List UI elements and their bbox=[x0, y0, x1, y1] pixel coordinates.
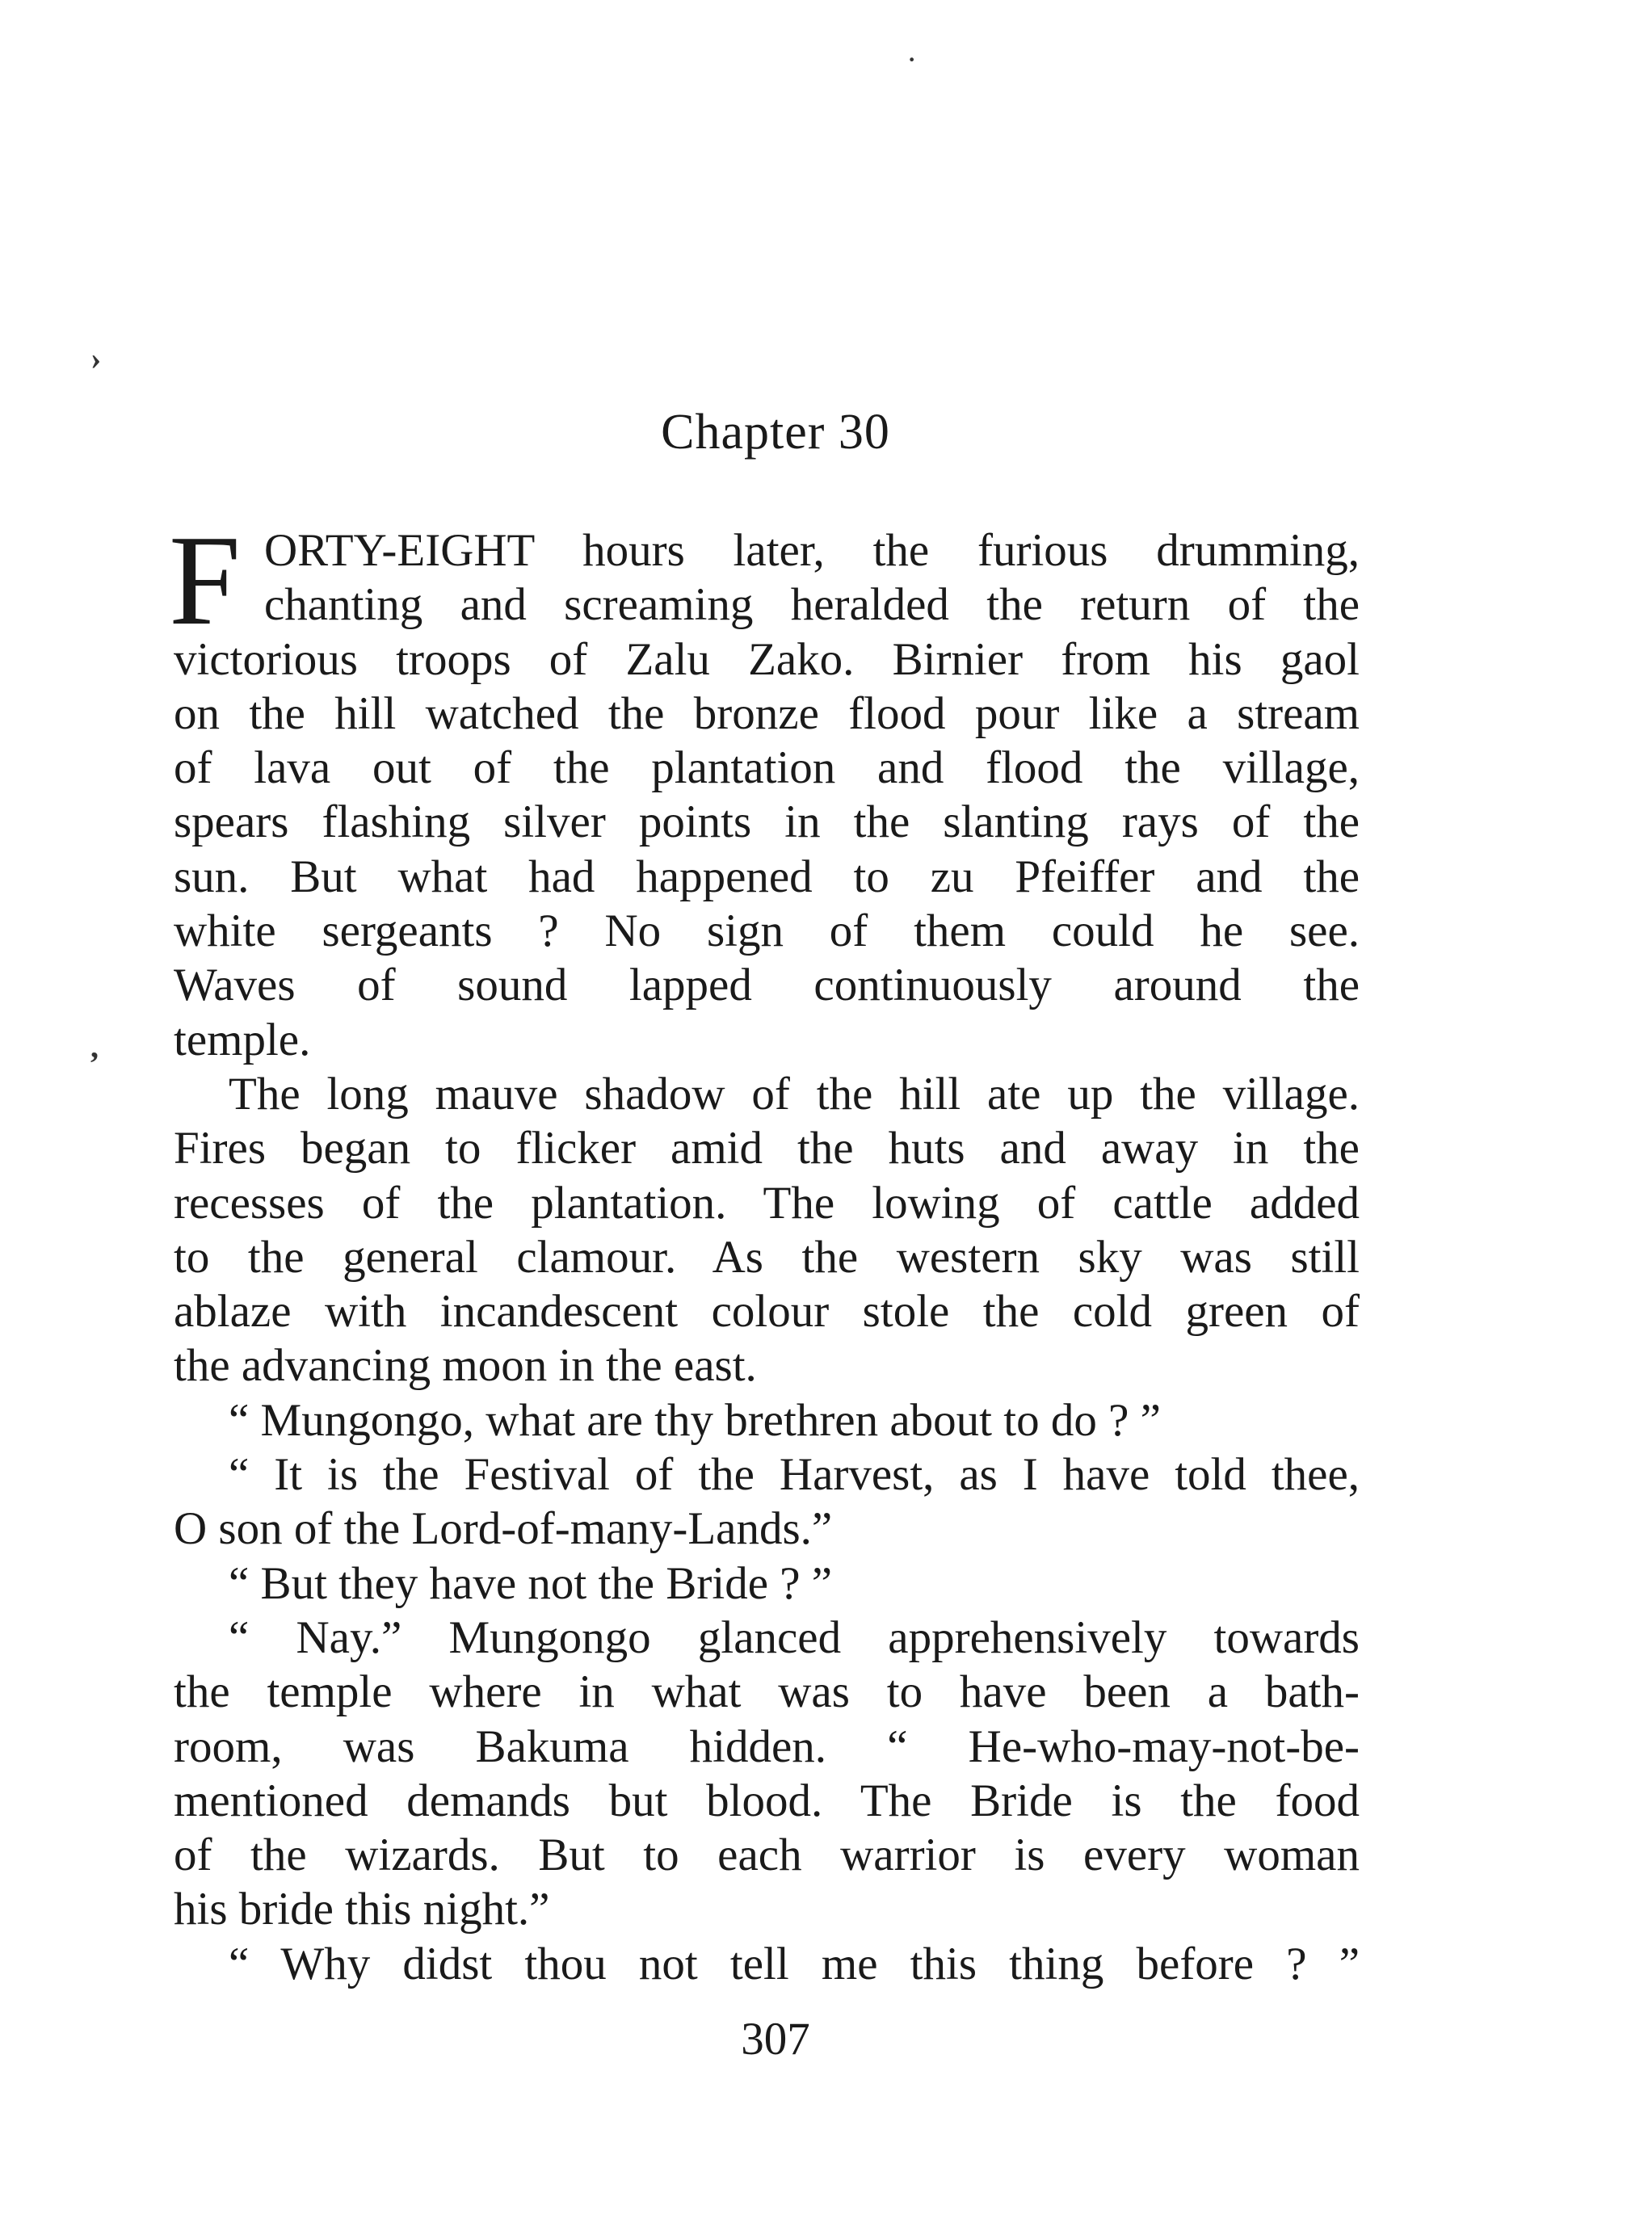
text-line: “ Nay.” Mungongo glanced apprehensively towards bbox=[229, 1611, 1360, 1663]
text-line-content: ORTY-EIGHT hours later, the furious drumming, bbox=[264, 525, 1360, 576]
text-line: white sergeants ? No sign of them could he see. bbox=[174, 905, 1360, 957]
ink-mark: , bbox=[90, 1028, 99, 1065]
text-line: victorious troops of Zalu Zako. Birnier from his gaol bbox=[174, 633, 1360, 685]
text-line: “ But they have not the Bride ? ” bbox=[229, 1557, 833, 1609]
text-line: of the wizards. But to each warrior is every woman bbox=[174, 1830, 1360, 1881]
text-line: O son of the Lord-of-many-Lands.” bbox=[174, 1503, 833, 1555]
text-line: his bride this night.” bbox=[174, 1884, 550, 1935]
text-line: Fires began to flicker amid the huts and away in the bbox=[174, 1123, 1360, 1174]
text-line: room, was Bakuma hidden. “ He-who-may-not-be- bbox=[174, 1720, 1360, 1772]
text-line: sun. But what had happened to zu Pfeiffer and the bbox=[174, 851, 1360, 902]
text-line: temple. bbox=[174, 1014, 311, 1065]
chapter-heading: Chapter 30 bbox=[661, 405, 890, 460]
page-number: 307 bbox=[741, 2014, 810, 2065]
drop-cap: F bbox=[169, 508, 241, 652]
text-line: Waves of sound lapped continuously around the bbox=[174, 960, 1360, 1011]
text-line: recesses of the plantation. The lowing of cattle added bbox=[174, 1177, 1360, 1229]
text-line: “ Why didst thou not tell me this thing before ? ” bbox=[229, 1938, 1360, 1989]
ink-speck: · bbox=[906, 41, 918, 78]
text-line: “ It is the Festival of the Harvest, as I have told thee, bbox=[229, 1449, 1360, 1501]
chapter-body bbox=[169, 508, 1360, 1991]
text-line: of lava out of the plantation and flood the village, bbox=[174, 742, 1360, 794]
text-line: on the hill watched the bronze flood pour like a stream bbox=[174, 687, 1360, 739]
ink-mark: › bbox=[90, 340, 102, 376]
text-line: the temple where in what was to have been a bath- bbox=[174, 1666, 1360, 1718]
text-line: the advancing moon in the east. bbox=[174, 1340, 757, 1392]
text-line: to the general clamour. As the western sky was still bbox=[174, 1231, 1360, 1283]
text-line: chanting and screaming heralded the return of the bbox=[264, 579, 1360, 631]
text-line: “ Mungongo, what are thy brethren about to do ? ” bbox=[229, 1394, 1161, 1446]
text-line: ablaze with incandescent colour stole the cold green of bbox=[174, 1286, 1360, 1338]
text-line: The long mauve shadow of the hill ate up the village. bbox=[229, 1068, 1360, 1120]
text-line: spears flashing silver points in the slanting rays of the bbox=[174, 796, 1360, 848]
text-line: mentioned demands but blood. The Bride is the food bbox=[174, 1775, 1360, 1826]
